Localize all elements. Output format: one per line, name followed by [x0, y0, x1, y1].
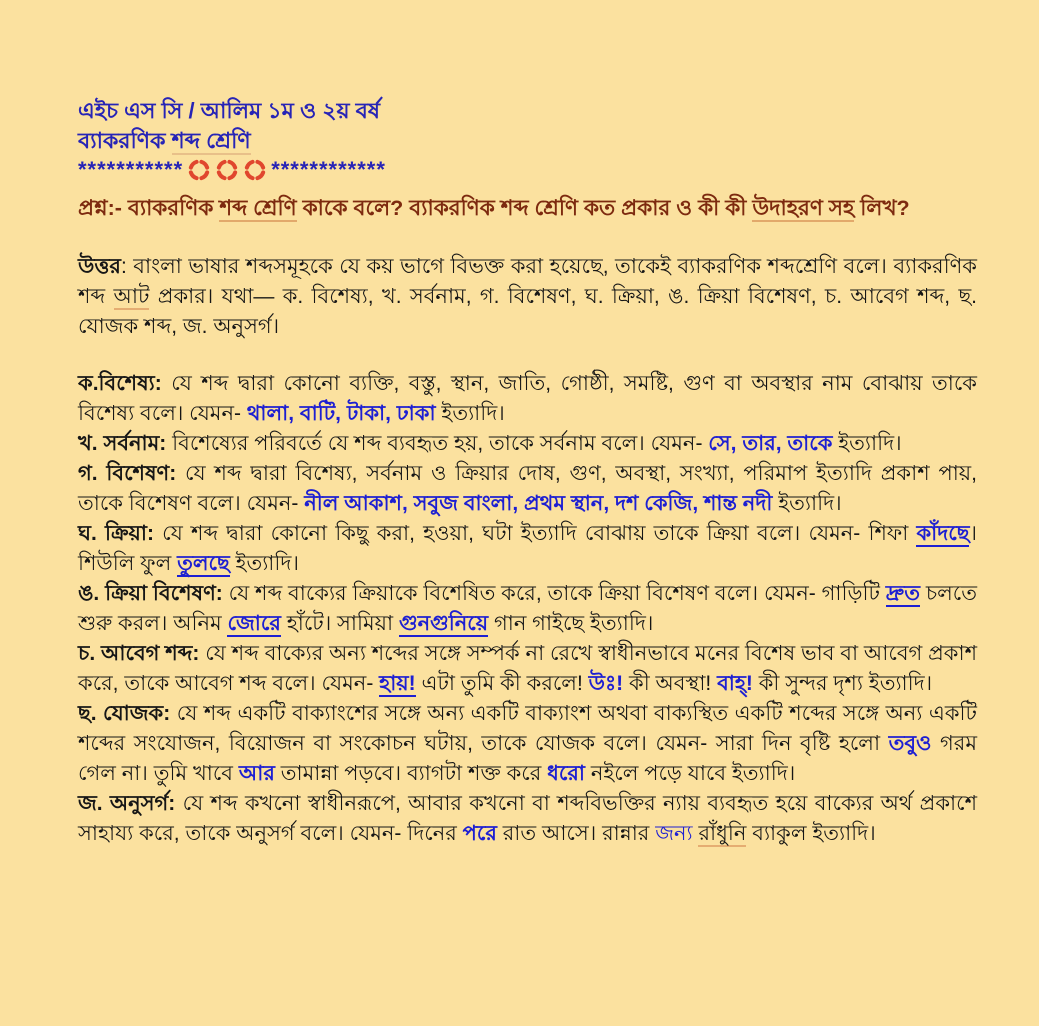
- text-segment: বাহ্!: [717, 672, 753, 695]
- section-cha-abeg-shabda: [78, 639, 977, 699]
- text-segment: রাত আসে। রান্নার: [496, 822, 656, 845]
- page-title-line1: এইচ এস সি / আলিম ১ম ও ২য় বর্ষ: [78, 98, 381, 123]
- text-segment: ঘ. ক্রিয়া:: [78, 522, 154, 545]
- text-segment: তবুও: [888, 732, 932, 755]
- text-segment: শব্দ শ্রেণি: [219, 196, 297, 220]
- text-segment: প্রকার। যথা— ক. বিশেষ্য, খ. সর্বনাম, গ. বিশেষণ, ঘ. ক্রিয়া, ঙ. ক্রিয়া বিশেষণ, চ. আবেগ শব্দ, ছ. যোজক শব্দ, জ. অনুসর্গ।: [78, 285, 978, 338]
- text-segment: ইত্যাদি।: [832, 432, 902, 455]
- stars-right: ************: [271, 157, 386, 182]
- text-segment: ছ. যোজক:: [78, 702, 171, 725]
- text-segment: উদাহরণ সহ: [752, 196, 855, 220]
- text-segment: পরে: [462, 822, 497, 845]
- text-segment: যে শব্দ কখনো স্বাধীনরূপে, আবার কখনো বা শব্দবিভক্তির ন্যায় ব্যবহৃত হয়ে বাক্যের অর্থ প্রকাশে সাহায্য করে, তাকে অনুসর্গ বলে। যেমন- দিনের: [78, 792, 977, 845]
- question-text: [78, 193, 977, 224]
- text-segment: তামান্না পড়বে। ব্যাগটা শক্ত করে: [274, 762, 548, 785]
- text-segment: প্রশ্ন:- ব্যাকরণিক: [78, 196, 220, 220]
- text-segment: যে শব্দ বাক্যের ক্রিয়াকে বিশেষিত করে, তাকে ক্রিয়া বিশেষণ বলে। যেমন- গাড়িটি: [222, 582, 886, 605]
- text-segment: হায়!: [379, 672, 416, 695]
- text-segment: ইত্যাদি।: [772, 492, 842, 515]
- section-ja-anusarga: [78, 789, 977, 849]
- sections: [78, 369, 977, 849]
- text-segment: থালা, বাটি, টাকা, ঢাকা: [246, 402, 436, 425]
- text-segment: বিশেষ্যের পরিবর্তে যে শব্দ ব্যবহৃত হয়, তাকে সর্বনাম বলে। যেমন-: [166, 432, 709, 455]
- text-segment: জন্য: [655, 822, 693, 845]
- anger-symbol-icon: [214, 157, 240, 183]
- text-segment: আট: [113, 285, 150, 308]
- text-segment: কী অবস্থা!: [623, 672, 718, 695]
- text-segment: ব্যাকরণিক: [78, 128, 172, 153]
- text-segment: যে শব্দ দ্বারা বিশেষ্য, সর্বনাম ও ক্রিয়ার দোষ, গুণ, অবস্থা, সংখ্যা, পরিমাপ ইত্যাদি প্রকাশ পায়, তাকে বিশেষণ বলে। যেমন-: [78, 462, 977, 515]
- text-segment: । শিউলি ফুল: [78, 522, 977, 575]
- section-uma-kriya-bisheshan: [78, 579, 977, 639]
- text-segment: ইত্যাদি।: [435, 402, 505, 425]
- text-segment: নীল আকাশ, সবুজ বাংলা, প্রথম স্থান, দশ কেজি, শান্ত নদী: [304, 492, 773, 515]
- section-chha-jojok: [78, 699, 977, 789]
- stars-left: ***********: [78, 157, 184, 182]
- text-segment: গান গাইছে ইত্যাদি।: [488, 612, 654, 635]
- section-ga-bisheshan: [78, 459, 977, 519]
- text-segment: কাকে বলে? ব্যাকরণিক শব্দ শ্রেণি কত প্রকার ও কী কী: [296, 196, 753, 220]
- text-segment: ক.বিশেষ্য:: [78, 372, 162, 395]
- text-segment: : বাংলা ভাষার শব্দসমূহকে যে কয় ভাগে বিভক্ত করা হয়েছে, তাকেই ব্যাকরণিক শব্দশ্রেণি বলে। ব্যাকরণিক শব্দ: [78, 255, 977, 308]
- answer-intro-paragraph: [78, 252, 977, 342]
- anger-icons-group: [185, 157, 269, 183]
- text-segment: জোরে: [227, 612, 281, 635]
- text-segment: গুনগুনিয়ে: [398, 612, 489, 635]
- text-segment: যে শব্দ বাক্যের অন্য শব্দের সঙ্গে সম্পর্ক না রেখে স্বাধীনভাবে মনের বিশেষ ভাব বা আবেগ প্রকাশ করে, তাকে আবেগ শব্দ বলে। যেমন-: [78, 642, 978, 695]
- anger-symbol-icon: [242, 157, 268, 183]
- text-segment: তুলছে: [177, 552, 230, 575]
- text-segment: এটা তুমি কী করলে!: [415, 672, 589, 695]
- text-segment: উঃ!: [588, 672, 624, 695]
- text-segment: ধরো: [547, 762, 585, 785]
- text-segment: নইলে পড়ে যাবে ইত্যাদি।: [584, 762, 796, 785]
- text-segment: ইত্যাদি।: [229, 552, 299, 575]
- anger-symbol-icon: [186, 157, 212, 183]
- text-segment: জ. অনুসর্গ:: [78, 792, 176, 815]
- text-segment: যে শব্দ দ্বারা কোনো কিছু করা, হওয়া, ঘটা ইত্যাদি বোঝায় তাকে ক্রিয়া বলে। যেমন- শিফা: [154, 522, 917, 545]
- text-segment: যে শব্দ দ্বারা কোনো ব্যক্তি, বস্তু, স্থান, জাতি, গোষ্ঠী, সমষ্টি, গুণ বা অবস্থার নাম বোঝায় তাকে বিশেষ্য বলে। যেমন-: [78, 372, 977, 425]
- text-segment: আর: [238, 762, 275, 785]
- text-segment: উত্তর: [78, 255, 121, 278]
- text-segment: রাঁধুনি: [698, 822, 747, 845]
- text-segment: লিখ?: [854, 196, 910, 220]
- text-segment: শব্দ শ্রেণি: [171, 128, 251, 153]
- section-ka-bisheshya: [78, 369, 977, 429]
- section-kha-sarbanam: [78, 429, 977, 459]
- decorative-divider: [78, 156, 977, 184]
- text-segment: কী সুন্দর দৃশ্য ইত্যাদি।: [752, 672, 933, 695]
- text-segment: দ্রুত: [885, 582, 920, 605]
- text-segment: ঙ. ক্রিয়া বিশেষণ:: [78, 582, 223, 605]
- text-segment: খ. সর্বনাম:: [78, 432, 167, 455]
- text-segment: ব্যাকুল ইত্যাদি।: [746, 822, 876, 845]
- text-segment: সে, তার, তাকে: [708, 432, 833, 455]
- section-gha-kriya: [78, 519, 977, 579]
- text-segment: চলতে শুরু করল। অনিম: [78, 582, 977, 635]
- text-segment: চ. আবেগ শব্দ:: [78, 642, 200, 665]
- text-segment: গরম গেল না। তুমি খাবে: [78, 732, 977, 785]
- text-segment: যে শব্দ একটি বাক্যাংশের সঙ্গে অন্য একটি বাক্যাংশ অথবা বাক্যস্থিত একটি শব্দের সঙ্গে অন্য একটি শব্দের সংযোজন, বিয়োজন বা সংকোচন ঘটায়, তাকে যোজক বলে। যেমন- সারা দিন বৃষ্টি হলো: [78, 702, 978, 755]
- text-segment: হাঁটে। সামিয়া: [280, 612, 399, 635]
- text-segment: গ. বিশেষণ:: [78, 462, 177, 485]
- text-segment: কাঁদছে: [916, 522, 970, 545]
- page-title-line2: [78, 126, 977, 156]
